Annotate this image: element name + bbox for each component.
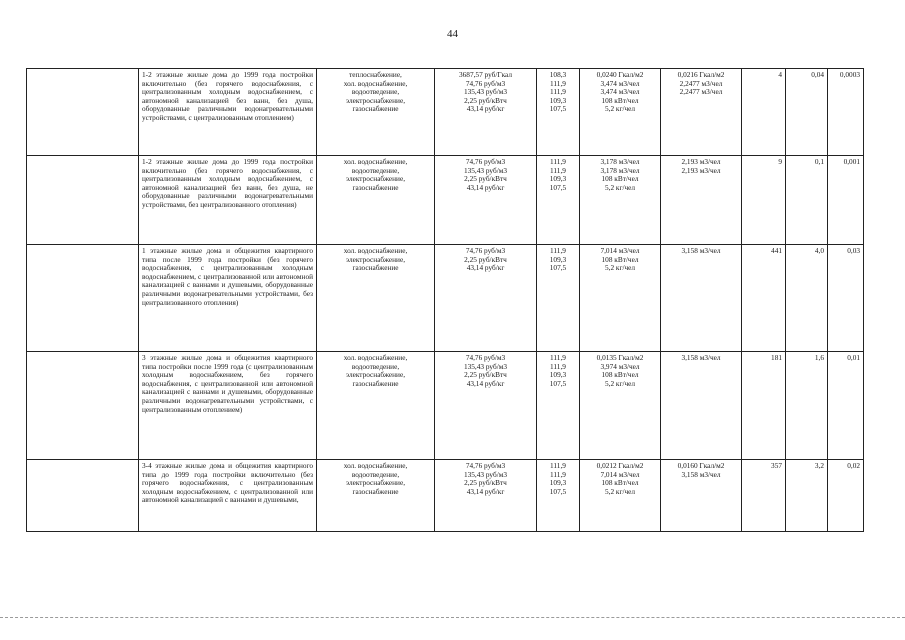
- housing-description-cell: 3 этажные жилые дома и общежития квартирного типа постройки после 1999 года (с централизованным холодным водоснабжением, без горячего водоснабжения, с централизованной или автономной канализацией с ваннами и душевыми, оборудованные различными водонагревательными устройствами, с централизованным отоплением): [139, 352, 317, 460]
- tariffs-line: 74,76 руб/м3: [465, 78, 506, 88]
- tariffs-line: 135,43 руб/м3: [463, 469, 507, 479]
- norms-line: 108 кВт/чел: [601, 370, 639, 380]
- indices-line: 107,5: [549, 263, 567, 273]
- services-cell: [317, 69, 435, 156]
- indices-cell: [537, 460, 580, 532]
- indices-line: 111,9: [550, 469, 566, 479]
- indices-cell: [537, 245, 580, 352]
- services-cell: [317, 156, 435, 245]
- tariffs-line: 74,76 руб/м3: [465, 353, 506, 362]
- norms-alt-line: 0,0216 Гкал/м2: [677, 70, 725, 79]
- indices-line: 111,9: [550, 165, 566, 175]
- norms-line: 5,2 кг/чел: [604, 263, 636, 273]
- services-cell: [317, 352, 435, 460]
- norms-line: 5,2 кг/чел: [604, 486, 636, 496]
- norms-alt-cell: [661, 69, 742, 156]
- table-row: [27, 245, 864, 352]
- indices-line: 111,9: [550, 353, 566, 362]
- tariffs-line: 2,25 руб/кВтч: [464, 478, 507, 488]
- indices-line: 109,3: [549, 254, 567, 264]
- tariffs-cell: [435, 460, 537, 532]
- norms-line: 5,2 кг/чел: [604, 104, 636, 114]
- square-cell: 0,04: [786, 69, 828, 156]
- tariffs-line: 2,25 руб/кВтч: [464, 370, 507, 380]
- norms-line: 108 кВт/чел: [601, 478, 639, 488]
- share-cell: 0,03: [828, 245, 864, 352]
- norms-alt-cell: [661, 352, 742, 460]
- empty-cell: [27, 156, 139, 245]
- indices-line: 107,5: [549, 486, 567, 496]
- tariffs-line: 43,14 руб/кг: [466, 486, 505, 496]
- count-cell: 441: [742, 245, 786, 352]
- tariffs-line: 43,14 руб/кг: [466, 182, 505, 192]
- services-line: теплоснабжение,: [349, 70, 402, 79]
- square-cell: 1,6: [786, 352, 828, 460]
- indices-line: 111,9: [550, 87, 566, 97]
- norms-line: 5,2 кг/чел: [604, 182, 636, 192]
- count-cell: 4: [742, 69, 786, 156]
- services-line: газоснабжение: [352, 486, 399, 496]
- count-cell: 181: [742, 352, 786, 460]
- norms-alt-cell: [661, 156, 742, 245]
- services-line: электроснабжение,: [345, 478, 406, 488]
- norms-alt-line: 3,158 м3/чел: [681, 353, 721, 362]
- tariffs-cell: [435, 156, 537, 245]
- page-number: 44: [447, 28, 458, 40]
- services-line: хол. водоснабжение,: [343, 78, 408, 88]
- count-cell: 9: [742, 156, 786, 245]
- indices-line: 108,3: [549, 70, 567, 79]
- tariffs-line: 74,76 руб/м3: [465, 246, 506, 255]
- norms-cell: [580, 69, 661, 156]
- tariffs-cell: [435, 69, 537, 156]
- tariffs-line: 2,25 руб/кВтч: [464, 95, 507, 105]
- share-cell: 0,02: [828, 460, 864, 532]
- scan-artifact-line: [0, 617, 905, 618]
- square-cell: 4,0: [786, 245, 828, 352]
- tariff-table-body: [27, 69, 864, 532]
- housing-description-cell: 1-2 этажные жилые дома до 1999 года постройки включительно (без горячего водоснабжения, с централизованным холодным водоснабжением, с автономной канализацией без ванн, без душа, оборудованные различными водонагревательными устройствами, с централизованным отоплением): [139, 69, 317, 156]
- tariffs-cell: [435, 352, 537, 460]
- indices-line: 111,9: [550, 361, 566, 371]
- indices-line: 109,3: [549, 174, 567, 184]
- services-line: хол. водоснабжение,: [343, 461, 408, 470]
- norms-line: 0,0212 Гкал/м2: [596, 461, 644, 470]
- norms-cell: [580, 460, 661, 532]
- table-row: [27, 352, 864, 460]
- norms-cell: [580, 156, 661, 245]
- norms-line: 108 кВт/чел: [601, 174, 639, 184]
- norms-line: 7,014 м3/чел: [600, 246, 640, 255]
- housing-description-cell: 3-4 этажные жилые дома и общежития квартирного типа до 1999 года постройки включительно (без горячего водоснабжения, с централизованным холодным водоснабжением, с централизованной или автономной канализацией с ваннами и душевыми,: [139, 460, 317, 532]
- housing-description-cell: 1-2 этажные жилые дома до 1999 года постройки включительно (без горячего водоснабжения, с централизованным холодным водоснабжением, с автономной канализацией без ванн, без душа, не оборудованные различными водонагревательными устройствами, без централизованного отопления): [139, 156, 317, 245]
- share-cell: 0,0003: [828, 69, 864, 156]
- table-row: [27, 156, 864, 245]
- services-line: хол. водоснабжение,: [343, 157, 408, 166]
- square-cell: 0,1: [786, 156, 828, 245]
- indices-cell: [537, 69, 580, 156]
- norms-line: 3,178 м3/чел: [600, 165, 640, 175]
- tariffs-line: 135,43 руб/м3: [463, 361, 507, 371]
- indices-line: 111,9: [550, 461, 566, 470]
- tariffs-line: 2,25 руб/кВтч: [464, 174, 507, 184]
- indices-line: 111,9: [550, 157, 566, 166]
- norms-line: 3,974 м3/чел: [600, 361, 640, 371]
- services-line: водоотведение,: [351, 87, 400, 97]
- services-line: хол. водоснабжение,: [343, 353, 408, 362]
- services-line: газоснабжение: [352, 182, 399, 192]
- norms-alt-line: 3,158 м3/чел: [681, 469, 721, 479]
- indices-line: 107,5: [549, 378, 567, 388]
- norms-line: 3,474 м3/чел: [600, 78, 640, 88]
- square-cell: 3,2: [786, 460, 828, 532]
- norms-line: 0,0240 Гкал/м2: [596, 70, 644, 79]
- empty-cell: [27, 245, 139, 352]
- indices-line: 111,9: [550, 78, 566, 88]
- empty-cell: [27, 460, 139, 532]
- services-line: газоснабжение: [352, 104, 399, 114]
- share-cell: 0,01: [828, 352, 864, 460]
- tariffs-line: 43,14 руб/кг: [466, 378, 505, 388]
- indices-line: 109,3: [549, 95, 567, 105]
- indices-line: 107,5: [549, 182, 567, 192]
- norms-alt-cell: [661, 460, 742, 532]
- indices-line: 109,3: [549, 370, 567, 380]
- norms-alt-line: 3,158 м3/чел: [681, 246, 721, 255]
- norms-alt-line: 2,2477 м3/чел: [679, 87, 723, 97]
- indices-line: 109,3: [549, 478, 567, 488]
- tariffs-line: 3687,57 руб/Гкал: [459, 70, 512, 79]
- norms-line: 3,178 м3/чел: [600, 157, 640, 166]
- tariffs-line: 135,43 руб/м3: [463, 87, 507, 97]
- norms-line: 108 кВт/чел: [601, 95, 639, 105]
- services-line: электроснабжение,: [345, 370, 406, 380]
- norms-alt-line: 2,193 м3/чел: [681, 165, 721, 175]
- empty-cell: [27, 69, 139, 156]
- table-row: [27, 69, 864, 156]
- services-line: водоотведение,: [351, 361, 400, 371]
- services-line: хол. водоснабжение,: [343, 246, 408, 255]
- tariffs-cell: [435, 245, 537, 352]
- services-cell: [317, 460, 435, 532]
- norms-cell: [580, 352, 661, 460]
- tariff-table: [26, 68, 864, 532]
- tariffs-line: 74,76 руб/м3: [465, 461, 506, 470]
- services-line: электроснабжение,: [345, 254, 406, 264]
- norms-line: 5,2 кг/чел: [604, 378, 636, 388]
- count-cell: 357: [742, 460, 786, 532]
- empty-cell: [27, 352, 139, 460]
- norms-alt-cell: [661, 245, 742, 352]
- indices-line: 107,5: [549, 104, 567, 114]
- services-line: электроснабжение,: [345, 174, 406, 184]
- services-line: электроснабжение,: [345, 95, 406, 105]
- tariffs-line: 43,14 руб/кг: [466, 263, 505, 273]
- services-line: газоснабжение: [352, 378, 399, 388]
- housing-description-cell: 1 этажные жилые дома и общежития квартирного типа после 1999 года постройки (без горячего водоснабжения, с централизованным холодным водоснабжением, с централизованной или автономной канализацией с ваннами и душевыми, оборудованные различными водонагревательными устройствами, без централизованного отопления): [139, 245, 317, 352]
- share-cell: 0,001: [828, 156, 864, 245]
- norms-cell: [580, 245, 661, 352]
- norms-alt-line: 0,0160 Гкал/м2: [677, 461, 725, 470]
- services-line: водоотведение,: [351, 469, 400, 479]
- norms-line: 7,014 м3/чел: [600, 469, 640, 479]
- norms-alt-line: 2,193 м3/чел: [681, 157, 721, 166]
- norms-line: 3,474 м3/чел: [600, 87, 640, 97]
- norms-alt-line: 2,2477 м3/чел: [679, 78, 723, 88]
- norms-line: 108 кВт/чел: [601, 254, 639, 264]
- services-line: водоотведение,: [351, 165, 400, 175]
- services-cell: [317, 245, 435, 352]
- tariffs-line: 74,76 руб/м3: [465, 157, 506, 166]
- indices-line: 111,9: [550, 246, 566, 255]
- services-line: газоснабжение: [352, 263, 399, 273]
- tariffs-line: 43,14 руб/кг: [466, 104, 505, 114]
- table-row: [27, 460, 864, 532]
- indices-cell: [537, 156, 580, 245]
- tariffs-line: 135,43 руб/м3: [463, 165, 507, 175]
- norms-line: 0,0135 Гкал/м2: [596, 353, 644, 362]
- indices-cell: [537, 352, 580, 460]
- tariffs-line: 2,25 руб/кВтч: [464, 254, 507, 264]
